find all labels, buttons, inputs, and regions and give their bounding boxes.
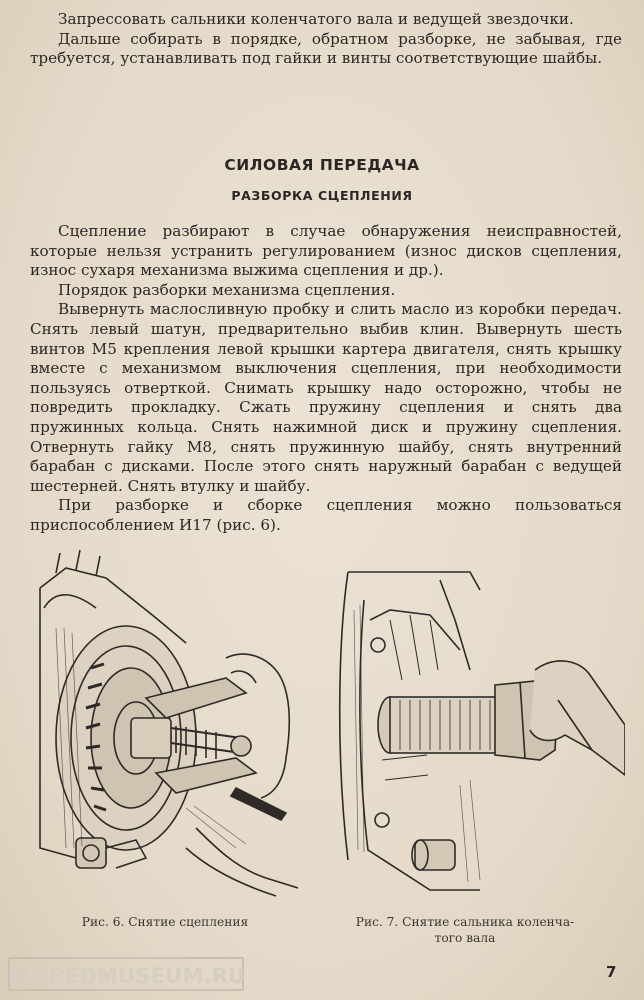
section-subtitle: РАЗБОРКА СЦЕПЛЕНИЯ [231,188,413,203]
figure-7-caption-line-1: Рис. 7. Снятие сальника коленча- [355,915,575,929]
body-paragraph-1: Сцепление разбирают в случае обнаружения неисправностей, которые нельзя устранить регулированием (износ дисков сцепления, износ сухаря механизма выжима сцепления и др.). [30,222,622,280]
page-number: 7 [606,963,617,981]
body-paragraph-4: При разборке и сборке сцепления можно пользоваться приспособлением И17 (рис. 6). [30,496,622,534]
body-paragraph-3: Вывернуть маслосливную пробку и слить масло из коробки передач. Снять левый шатун, предварительно выбив клин. Вывернуть шесть винтов М5 крепления левой крышки картера двигателя, снять крышку вместе с механизмом выключения сцепления, при необходимости пользуясь отверткой. Снимать крышку надо осторожно, чтобы не повредить прокладку. Сжать пружину сцепления и снять два пружинных кольца. Снять нажимной диск и пружину сцепления. Отвернуть гайку М8, снять пружинную шайбу, снять внутренний барабан с дисками. После этого снять наружный барабан с ведущей шестерней. Снять втулку и шайбу. [30,300,622,495]
figure-6-illustration [36,548,298,903]
figure-7-illustration [330,560,625,895]
body-paragraph-2: Порядок разборки механизма сцепления. [58,280,396,299]
section-title: СИЛОВАЯ ПЕРЕДАЧА [224,156,420,174]
figure-7-caption [330,914,600,946]
figure-7-caption-line-2: того вала [434,931,496,945]
figure-6-caption: Рис. 6. Снятие сцепления [81,915,249,929]
watermark-label: MOPEDMUSEUM.RU [8,957,244,991]
body-text [30,222,622,536]
intro-text [30,10,622,69]
intro-paragraph-1: Запрессовать сальники коленчатого вала и ведущей звездочки. [58,10,574,28]
intro-paragraph-2: Дальше собирать в порядке, обратном разборке, не забывая, где требуется, устанавливать под гайки и винты соответствующие шайбы. [30,29,622,68]
